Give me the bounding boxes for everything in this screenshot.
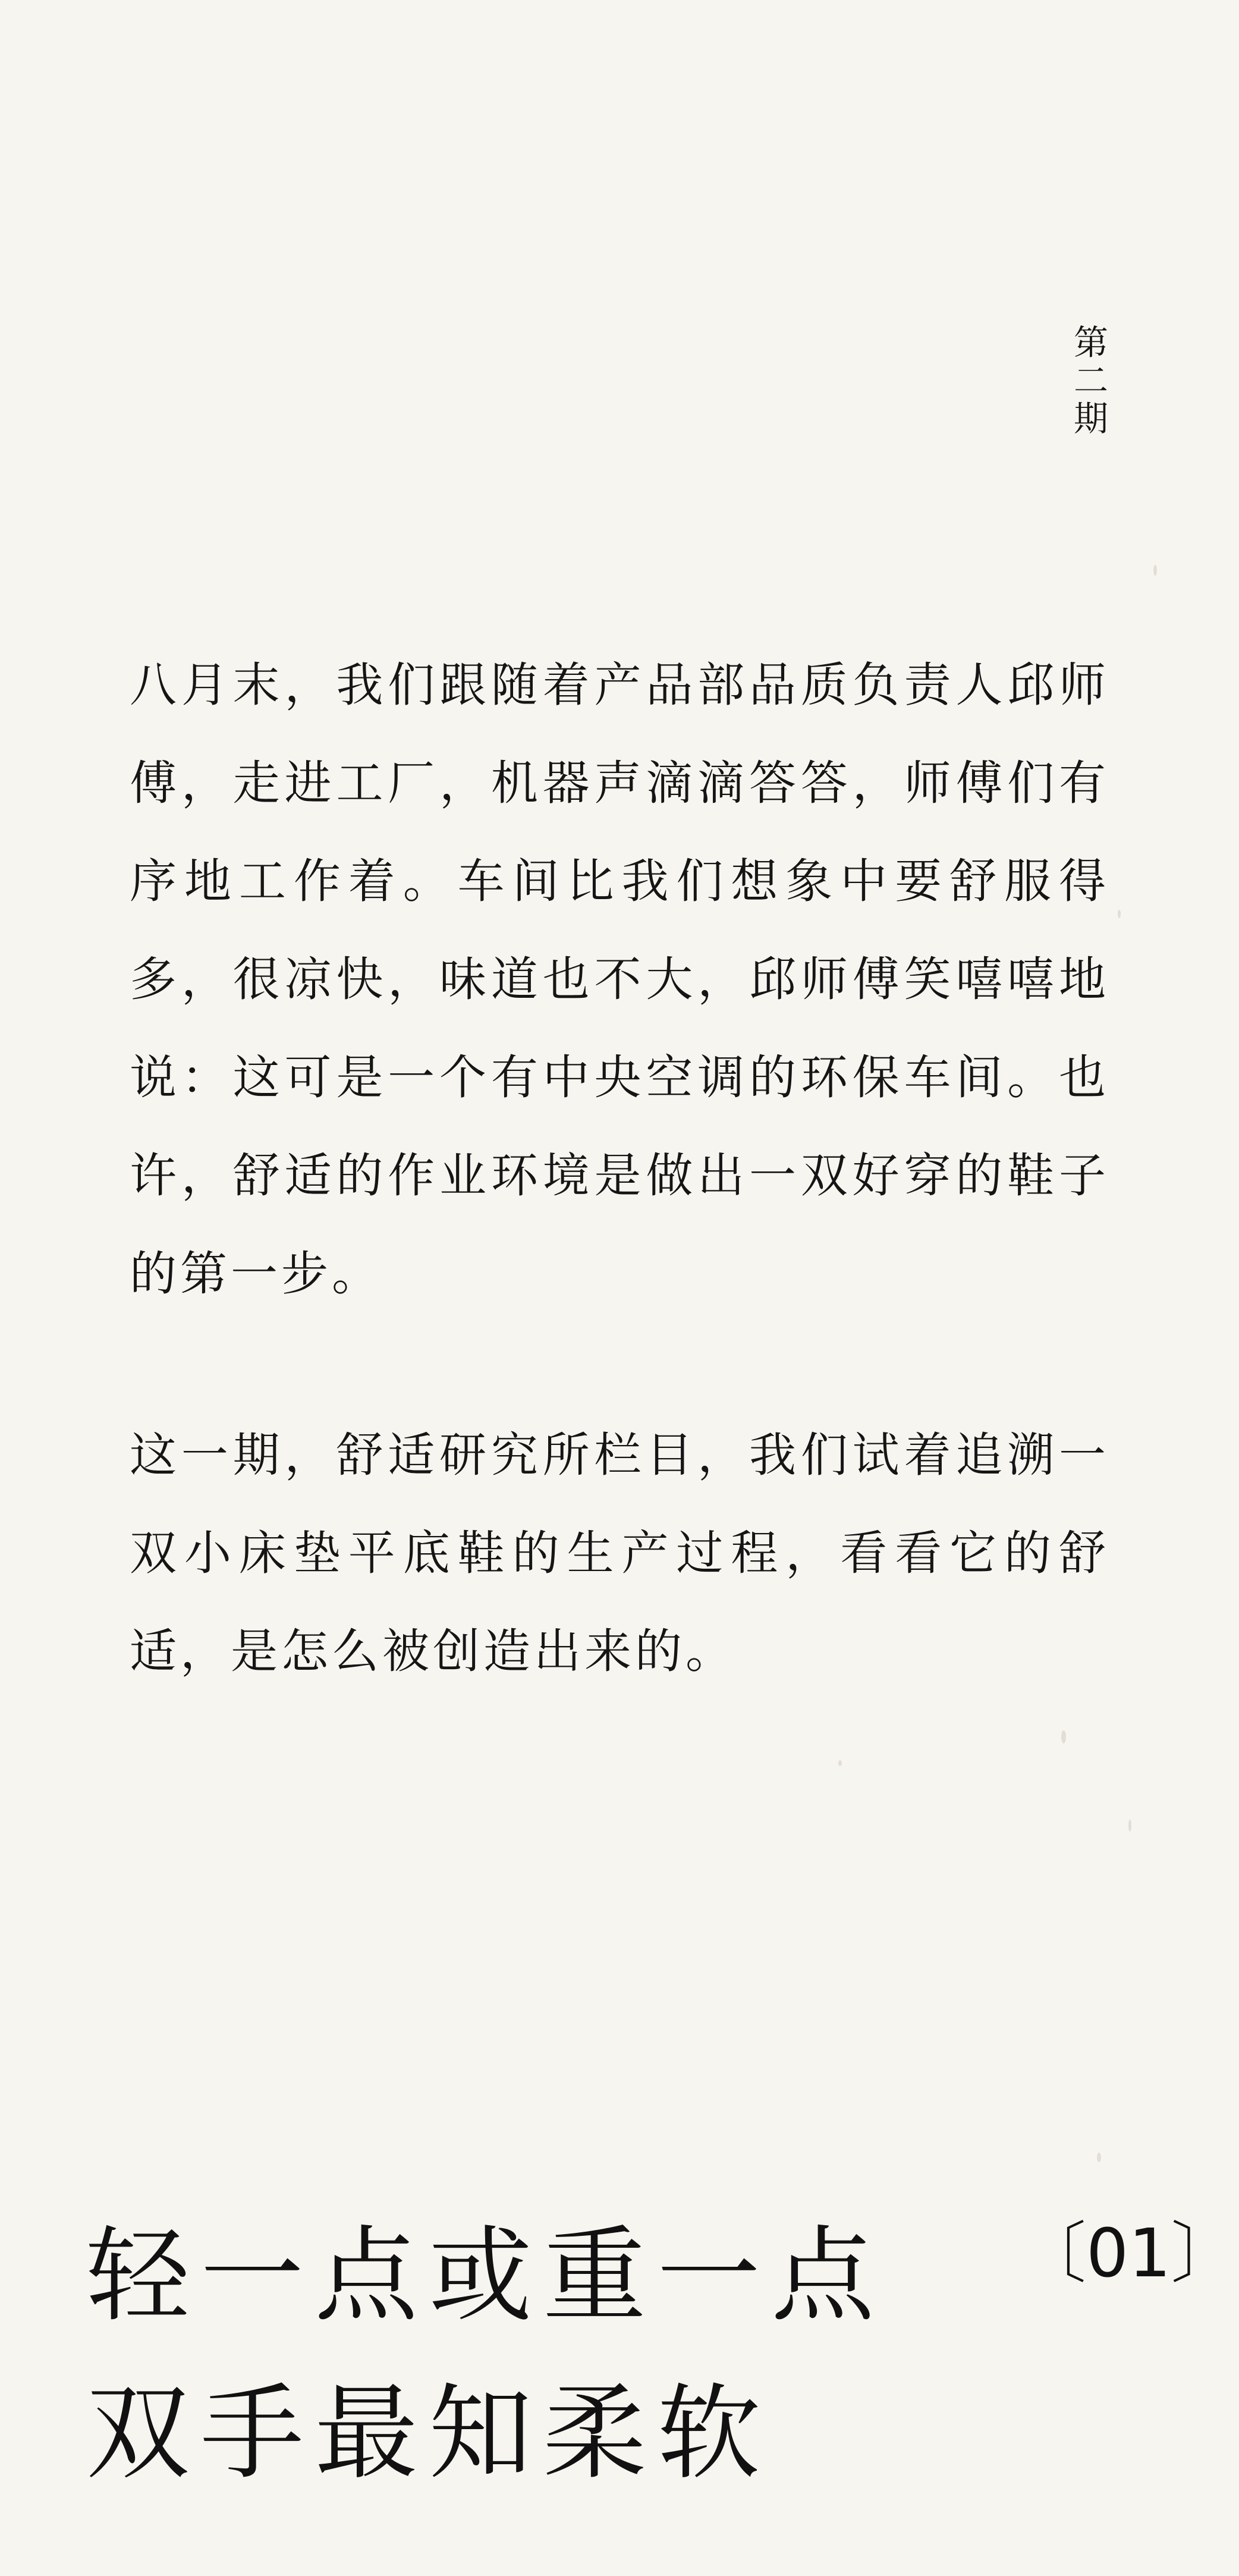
paper-texture-speck [1061,1730,1066,1743]
section-title [86,2197,990,2512]
paper-texture-speck [1128,1820,1131,1832]
paper-texture-speck [1097,2153,1101,2162]
paper-texture-speck [1118,910,1121,918]
article-body [130,636,1109,1701]
intro-paragraph: 八月末，我们跟随着产品部品质负责人邱师傅，走进工厂，机器声滴滴答答，师傅们有序地工作着。车间比我们想象中要舒服得多，很凉快，味道也不大，邱师傅笑嘻嘻地说：这可是一个有中央空调的环保车间。也许，舒适的作业环境是做出一双好穿的鞋子的第一步。 [130,658,1109,1301]
section-number: 〔01〕 [1020,2215,1238,2292]
paper-texture-speck [838,1760,842,1766]
section-title-line-2: 双手最知柔软 [86,2373,772,2494]
paper-texture-speck [1153,565,1157,576]
column-paragraph: 这一期，舒适研究所栏目，我们试着追溯一双小床垫平底鞋的生产过程，看看它的舒适，是怎么被创造出来的。 [130,1428,1109,1679]
section-title-line-1: 轻一点或重一点 [86,2216,886,2336]
issue-label: 第二期 [1068,324,1108,438]
